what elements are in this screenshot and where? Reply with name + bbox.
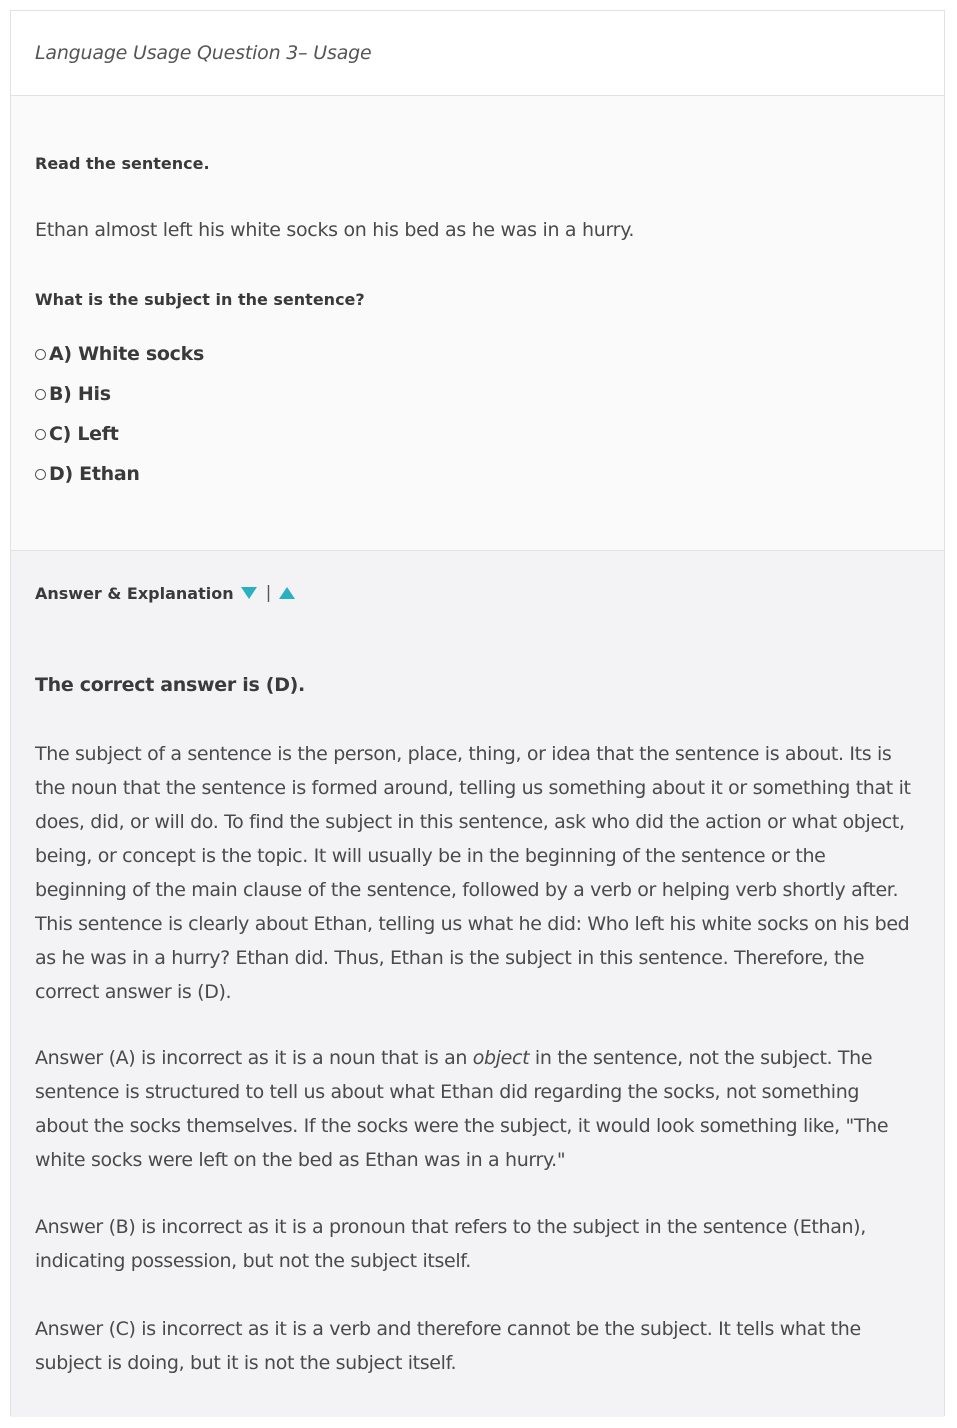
explanation-paragraph-c: Answer (C) is incorrect as it is a verb and therefore cannot be the subject. It tells what the subject is doing, but it is not the subject itself.: [35, 1318, 861, 1374]
answer-explanation-label: Answer & Explanation: [35, 583, 234, 603]
option-label[interactable]: C) Left: [49, 423, 119, 445]
triangle-up-icon[interactable]: [279, 587, 295, 599]
option-label[interactable]: D) Ethan: [49, 463, 140, 485]
page-title: Language Usage Question 3– Usage: [35, 42, 372, 64]
emphasis-text: object: [472, 1047, 530, 1069]
radio-button-icon[interactable]: [35, 469, 46, 480]
triangle-down-icon[interactable]: [241, 587, 257, 599]
option-d[interactable]: [35, 454, 204, 494]
radio-button-icon[interactable]: [35, 429, 46, 440]
answer-panel: [11, 551, 944, 1417]
option-b[interactable]: [35, 374, 204, 414]
question-instruction: Read the sentence.: [35, 154, 210, 173]
radio-button-icon[interactable]: [35, 349, 46, 360]
question-prompt: What is the subject in the sentence?: [35, 290, 365, 309]
explanation-paragraph: The subject of a sentence is the person, place, thing, or idea that the sentence is about. Its is the noun that the sentence is formed around, telling us something about it or something that it does, did, or will do. To find the subject in this sentence, ask who did the action or what object, being, or concept is the topic. It will usually be in the beginning of the sentence or the beginning of the main clause of the sentence, followed by a verb or helping verb shortly after. This sentence is clearly about Ethan, telling us what he did: Who left his white socks on his bed as he was in a hurry? Ethan did. Thus, Ethan is the subject in this sentence. Therefore, the correct answer is (D).: [35, 743, 911, 1003]
explanation-text: in the sentence, not the subject. The sentence is structured to tell us about what Ethan did regarding the socks, not something about the socks themselves. If the socks were the subject, it would look something like, "The white socks were left on the bed as Ethan was in a hurry.": [35, 1047, 889, 1171]
option-label[interactable]: A) White socks: [49, 343, 204, 365]
option-label[interactable]: B) His: [49, 383, 111, 405]
explanation-paragraph-b: Answer (B) is incorrect as it is a pronoun that refers to the subject in the sentence (Ethan), indicating possession, but not the subject itself.: [35, 1216, 866, 1272]
option-c[interactable]: [35, 414, 204, 454]
radio-button-icon[interactable]: [35, 389, 46, 400]
question-panel: [11, 96, 944, 551]
explanation-paragraph-a: [35, 1041, 915, 1177]
card-header: [11, 11, 944, 96]
question-card: [10, 10, 945, 1416]
question-sentence: Ethan almost left his white socks on his bed as he was in a hurry.: [35, 219, 635, 241]
answer-explanation-toggle: [35, 583, 295, 603]
explanation-text: Answer (A) is incorrect as it is a noun that is an: [35, 1047, 473, 1069]
toggle-separator: |: [265, 583, 272, 603]
correct-answer: The correct answer is (D).: [35, 674, 305, 696]
option-a[interactable]: [35, 334, 204, 374]
answer-options: [35, 334, 204, 494]
